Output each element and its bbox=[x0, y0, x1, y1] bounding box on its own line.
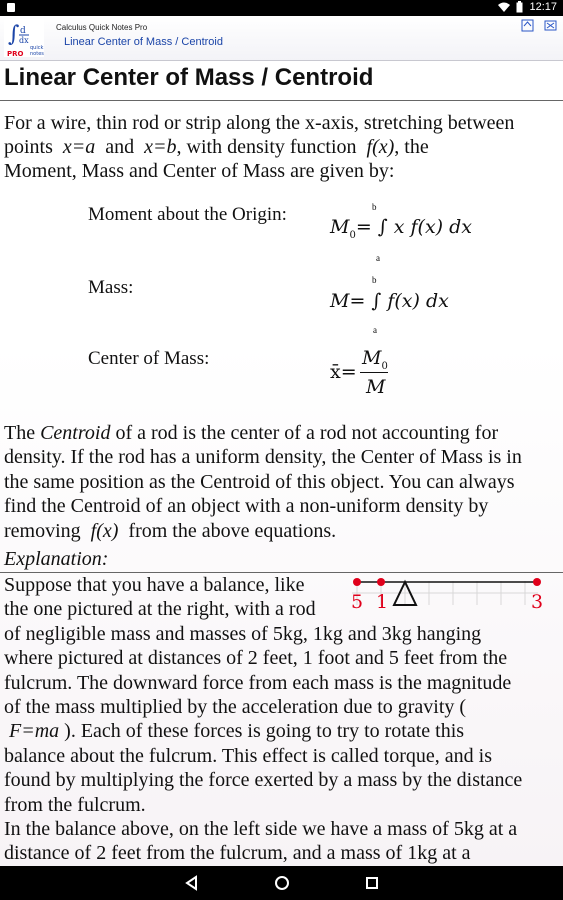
intro-text: points bbox=[4, 136, 53, 158]
center-of-mass-lhs: x̄= bbox=[330, 361, 357, 383]
intro-paragraph bbox=[4, 111, 556, 183]
mass-lower-limit: a bbox=[373, 325, 377, 335]
balance-text: Suppose that you have a balance, like bbox=[4, 574, 305, 596]
app-logo-quick: quick bbox=[30, 45, 44, 51]
navigation-bar bbox=[0, 866, 563, 900]
app-name: Calculus Quick Notes Pro bbox=[56, 23, 148, 32]
mass-1-label: 1 bbox=[376, 591, 389, 613]
notification-icon bbox=[6, 2, 16, 16]
centroid-text: The bbox=[4, 422, 41, 444]
intro-text: , with density function bbox=[176, 136, 357, 158]
fraction-bar bbox=[360, 372, 388, 373]
balance-text: fulcrum. The downward force from each mass is the magnitude bbox=[4, 671, 512, 694]
status-time: 12:17 bbox=[529, 1, 557, 13]
moment-lower-limit: a bbox=[376, 253, 380, 263]
heading-divider bbox=[0, 100, 563, 101]
svg-text:dx: dx bbox=[19, 36, 29, 45]
balance-text: from the fulcrum. bbox=[4, 793, 146, 816]
center-of-mass-numerator bbox=[362, 347, 388, 372]
home-icon[interactable] bbox=[521, 19, 534, 32]
mass-integral: M= ∫ f(x) dx bbox=[330, 290, 449, 312]
balance-text: where pictured at distances of 2 feet, 1 foot and 5 feet from the bbox=[4, 647, 508, 670]
mass-upper-limit: b bbox=[372, 275, 377, 285]
status-bar bbox=[0, 0, 563, 16]
breadcrumb-page-title[interactable]: Linear Center of Mass / Centroid bbox=[64, 36, 223, 48]
home-button-icon[interactable] bbox=[274, 875, 290, 891]
svg-text:∫: ∫ bbox=[8, 22, 20, 47]
centroid-text: of a rod is the center of a rod not accounting for bbox=[110, 422, 499, 444]
centroid-paragraph bbox=[4, 421, 556, 543]
intro-line-1: For a wire, thin rod or strip along the x-axis, stretching between bbox=[4, 112, 515, 134]
svg-text:d: d bbox=[20, 26, 26, 36]
centroid-text: find the Centroid of an object with a non-uniform density by bbox=[4, 495, 489, 518]
moment-equation bbox=[330, 216, 472, 241]
share-icon[interactable] bbox=[544, 19, 557, 32]
moment-upper-limit: b bbox=[372, 202, 377, 212]
balance-text: ). Each of these forces is going to try to rotate this bbox=[64, 720, 465, 743]
wifi-icon bbox=[498, 2, 510, 13]
mass-equation bbox=[330, 290, 449, 312]
balance-text: of negligible mass and masses of 5kg, 1kg and 3kg hanging bbox=[4, 622, 482, 645]
math-density-function: f(x) bbox=[366, 136, 395, 158]
centroid-term: Centroid bbox=[40, 422, 111, 444]
com-num-subscript: 0 bbox=[381, 360, 388, 372]
app-logo-pro: PRO bbox=[7, 50, 24, 57]
balance-text: the one pictured at the right, with a rod bbox=[4, 598, 316, 621]
balance-paragraph bbox=[4, 573, 556, 866]
math-density-function: f(x) bbox=[90, 519, 119, 542]
app-bar bbox=[0, 16, 563, 61]
mass-label: Mass: bbox=[88, 277, 134, 298]
com-num-symbol: M bbox=[362, 347, 382, 369]
center-of-mass-label: Center of Mass: bbox=[88, 348, 210, 369]
back-icon[interactable] bbox=[184, 875, 198, 891]
math-force-equation: F=ma bbox=[9, 720, 60, 743]
mass-3-label: 3 bbox=[531, 591, 544, 613]
intro-text: and bbox=[105, 136, 135, 158]
balance-text: In the balance above, on the left side we have a mass of 5kg at a bbox=[4, 818, 518, 841]
center-of-mass-denominator bbox=[366, 376, 385, 398]
balance-text: distance of 2 feet from the fulcrum, and a mass of 1kg at a bbox=[4, 842, 471, 865]
note-content[interactable] bbox=[0, 61, 563, 866]
moment-subscript: 0 bbox=[349, 229, 356, 241]
moment-symbol: M bbox=[330, 216, 350, 238]
moment-integral: = ∫ x f(x) dx bbox=[355, 216, 472, 238]
mass-5-label: 5 bbox=[351, 591, 364, 613]
centroid-text: the same position as the Centroid of this object. You can always bbox=[4, 470, 515, 493]
app-logo-icon[interactable] bbox=[4, 19, 44, 57]
centroid-text: removing bbox=[4, 519, 81, 542]
balance-text: found by multiplying the force exerted by a mass by the distance bbox=[4, 769, 523, 792]
battery-icon bbox=[516, 1, 523, 13]
explanation-heading: Explanation: bbox=[4, 548, 109, 570]
app-logo-notes: notes bbox=[30, 51, 44, 57]
math-x-equals-a: x=a bbox=[62, 136, 96, 158]
intro-text: , the bbox=[394, 136, 429, 158]
page-heading: Linear Center of Mass / Centroid bbox=[4, 64, 374, 91]
centroid-text: density. If the rod has a uniform density, the Center of Mass is in bbox=[4, 446, 522, 469]
intro-line-3: Moment, Mass and Center of Mass are given by: bbox=[4, 160, 395, 182]
centroid-text: from the above equations. bbox=[128, 519, 337, 542]
recents-icon[interactable] bbox=[365, 875, 379, 891]
math-x-equals-b: x=b bbox=[144, 136, 177, 158]
moment-label: Moment about the Origin: bbox=[88, 204, 287, 225]
com-den-symbol: M bbox=[366, 376, 386, 398]
balance-text: balance about the fulcrum. This effect is called torque, and is bbox=[4, 744, 492, 767]
balance-text: of the mass multiplied by the acceleration due to gravity ( bbox=[4, 696, 467, 719]
